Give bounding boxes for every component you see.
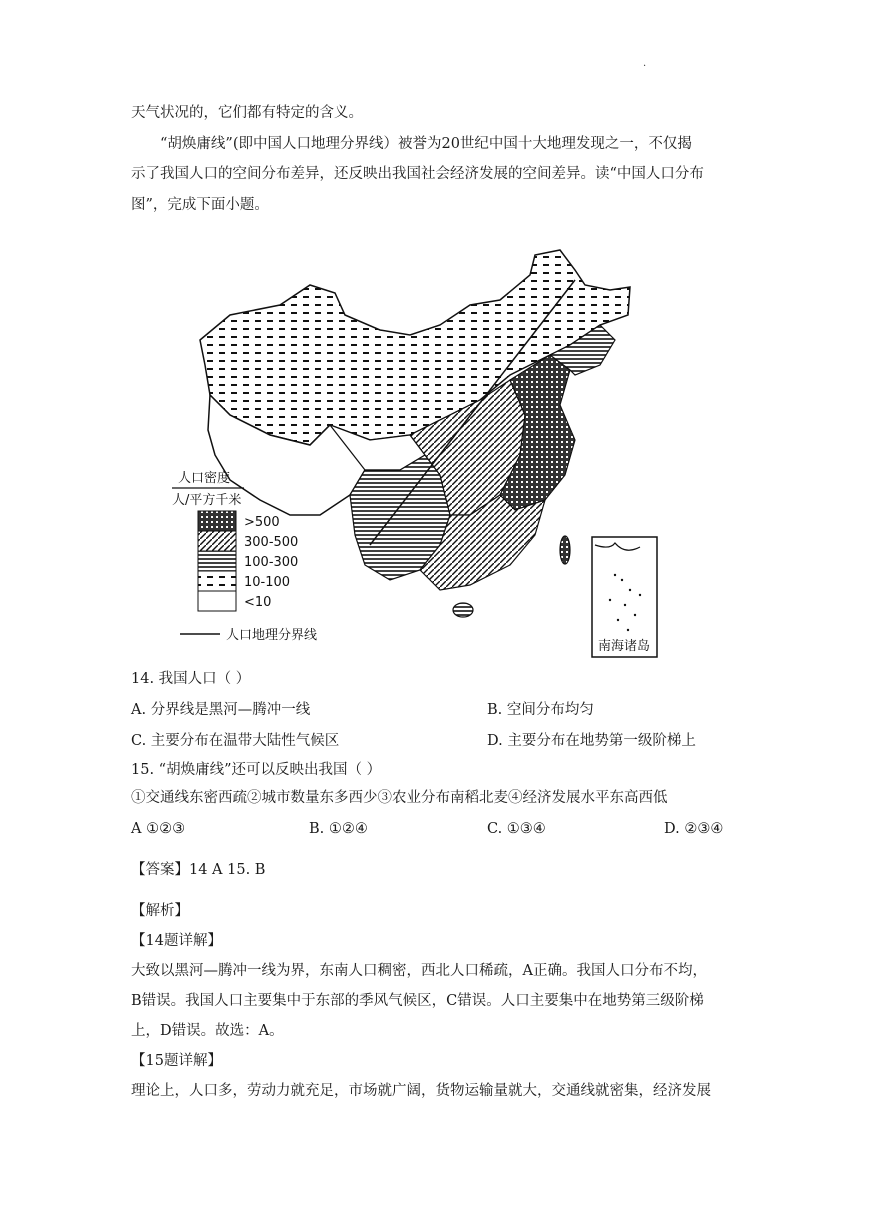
q15-option-c: C. ①③④ <box>487 821 546 837</box>
analysis-14-line-3: 上，D错误。故选：A。 <box>131 1023 284 1039</box>
q15-option-a: A ①②③ <box>131 821 186 837</box>
intro-line-1: 天气状况的，它们都有特定的含义。 <box>131 105 363 121</box>
legend-label-5: <10 <box>244 595 272 610</box>
analysis-15-heading: 【15题详解】 <box>131 1053 222 1069</box>
legend-label-3: 100-300 <box>244 555 299 570</box>
answer-line: 【答案】14 A 15. B <box>131 862 266 878</box>
header-mark: . <box>643 58 647 69</box>
legend-swatch-4 <box>198 571 236 591</box>
map-hainan <box>453 603 473 617</box>
intro-line-3: 示了我国人口的空间分布差异，还反映出我国社会经济发展的空间差异。读“中国人口分布 <box>131 166 704 182</box>
analysis-14-line-1: 大致以黑河—腾冲一线为界，东南人口稠密，西北人口稀疏，A正确。我国人口分布不均， <box>131 963 707 979</box>
q14-option-a: A. 分界线是黑河—腾冲一线 <box>131 702 311 718</box>
q14-stem: 14. 我国人口（ ） <box>131 671 251 687</box>
legend-swatch-2 <box>198 531 236 551</box>
q15-option-d: D. ②③④ <box>664 821 724 837</box>
intro-line-4: 图”，完成下面小题。 <box>131 197 269 213</box>
legend-label-2: 300-500 <box>244 535 299 550</box>
analysis-14-line-2: B错误。我国人口主要集中于东部的季风气候区，C错误。人口主要集中在地势第三级阶梯 <box>131 993 704 1009</box>
legend-label-4: 10-100 <box>244 575 291 590</box>
legend-swatch-1 <box>198 511 236 531</box>
legend-swatch-5 <box>198 591 236 611</box>
inset-label: 南海诸岛 <box>598 639 651 654</box>
map-taiwan <box>560 536 570 564</box>
legend-label-1: >500 <box>244 515 280 530</box>
legend-title-1: 人口密度 <box>178 471 231 486</box>
intro-line-2: “胡焕庸线”(即中国人口地理分界线）被誉为20世纪中国十大地理发现之一，不仅揭 <box>160 136 692 152</box>
q14-option-c: C. 主要分布在温带大陆性气候区 <box>131 733 340 749</box>
q15-stem: 15. “胡焕庸线”还可以反映出我国（ ） <box>131 762 382 778</box>
china-population-map <box>170 245 665 663</box>
q14-option-b: B. 空间分布均匀 <box>487 702 594 718</box>
analysis-15-line-1: 理论上，人口多，劳动力就充足，市场就广阔，货物运输量就大，交通线就密集，经济发展 <box>131 1083 711 1099</box>
q15-statements: ①交通线东密西疏②城市数量东多西少③农业分布南稻北麦④经济发展水平东高西低 <box>131 790 668 806</box>
legend-line-label: 人口地理分界线 <box>226 628 318 643</box>
legend-title-2: 人/平方千米 <box>172 493 242 508</box>
q14-option-d: D. 主要分布在地势第一级阶梯上 <box>487 733 696 749</box>
analysis-heading: 【解析】 <box>131 903 189 919</box>
legend-swatch-3 <box>198 551 236 571</box>
q15-option-b: B. ①②④ <box>309 821 368 837</box>
analysis-14-heading: 【14题详解】 <box>131 933 222 949</box>
